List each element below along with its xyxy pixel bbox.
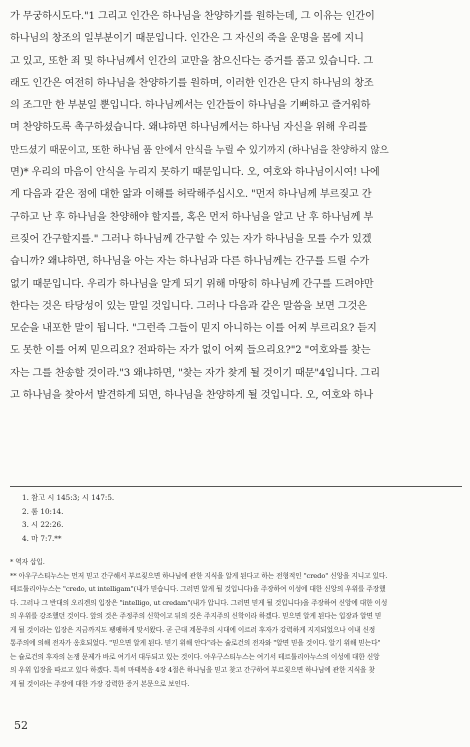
translator-note: 의 우위 입장을 따르고 있다 하겠다. 특히 마태복음 4장 4절은 하나님을 믿고 찾고 간구하여 부르짖으면 하나님에 관한 지식을 찾	[10, 666, 375, 674]
translator-note: ** 아우구스티누스는 먼저 믿고 간구해서 부르짖으면 하나님에 관한 지식을 알게 된다고 하는 전형적인 "credo" 신앙을 지니고 있다.	[10, 571, 388, 580]
translator-note: 의 우위를 강조했던 것이다. 앞의 것은 주정주의 신학이고 뒤의 것은 주지주의 신학이라 하겠다. 믿으면 알게 된다는 입장과 알면 믿	[10, 612, 382, 620]
body-line: 하나님의 창조의 일부분이기 때문입니다. 인간은 그 자신의 죽을 운명을 몸에 지니	[10, 33, 364, 45]
footnote-divider	[10, 486, 462, 487]
footnote: 1. 참고 시 145:3; 시 147:5.	[22, 493, 115, 502]
body-line: 습니까? 왜냐하면, 하나님을 아는 자는 하나님과 다른 하나님께는 간구를 드릴 수가	[10, 256, 370, 268]
translator-note: * 역자 삽입.	[10, 558, 45, 566]
translator-note: 다. 그러나 그 반대의 오리겐의 입장은 "intelligo, ut credam"(내가 압니다. 그러면 믿게 될 것입니다)을 주장하여 신앙에 대한 이성	[10, 598, 388, 607]
translator-note: 는 슐로건의 후자의 논쟁 문제가 바로 여기서 대두되고 있는 것이다. 아우구스티누스는 여기서 테르툴리아누스의 이성에 대한 신앙	[10, 652, 380, 661]
body-line: 구하고 난 후 하나님을 찬양해야 할지를, 혹은 먼저 하나님을 알고 난 후 하나님께 부	[10, 211, 374, 223]
body-line: 한다는 것은 타당성이 있는 말일 것입니다. 그러나 다음과 같은 말씀을 보면 그것은	[10, 300, 367, 312]
translator-note: 게 될 것이라는 주장에 대한 가장 강력한 증거 본문으로 보인다.	[10, 679, 190, 688]
body-line: 게 다음과 같은 점에 대한 앎과 이해를 허락해주십시오. "먼저 하나님께 부르짖고 간	[10, 189, 372, 201]
body-line: 고 있고, 또한 죄 및 하나님께서 인간의 교만을 참으신다는 증거를 품고 있습니다. 그	[10, 55, 374, 67]
body-line: 래도 인간은 여전히 하나님을 찬양하기를 원하며, 이러한 인간은 단지 하나님의 창조	[10, 77, 374, 89]
body-text	[10, 6, 462, 407]
body-line: 없기 때문입니다. 우리가 하나님을 알게 되기 위해 마땅히 하나님께 간구를 드려야만	[10, 278, 374, 290]
translator-note: 게 될 것이라는 입장은 지금까지도 팽팽하게 맞서왔다. 곧 근대 계몽주의 시대에 이르러 후자가 강력하게 지지되었으나 이내 신정	[10, 625, 376, 634]
footnote: 4. 마 7:7.**	[22, 533, 62, 543]
body-line: 도 못한 이를 어찌 믿으리요? 전파하는 자가 없이 어찌 들으리요?"2 "여호와를 찾는	[10, 345, 371, 357]
translator-note: 통주의에 의해 전자가 옹호되었다. "믿으면 알게 된다. 믿기 위해 안다"라는 슐로건의 전자와 "알면 믿을 것이다. 알기 위해 믿는다"	[10, 639, 381, 647]
translator-note: 테르툴리아누스는 "credo, ut intelligam"(내가 믿습니다. 그러면 알게 될 것입니다)을 주장하여 이성에 대한 신앙의 우위를 주장했	[10, 585, 386, 593]
footnotes	[22, 491, 462, 545]
body-line: 면)* 우리의 마음이 안식을 누리지 못하기 때문입니다. 오, 여호와 하나님이시여! 나에	[10, 167, 380, 179]
footnote: 3. 시 22:26.	[22, 520, 64, 530]
translator-notes	[10, 556, 465, 691]
body-line: 자는 그를 찬송할 것이라."3 왜냐하면, "찾는 자가 찾게 될 것이기 때문"4입니다. 그리	[10, 367, 380, 379]
body-line: 만드셨기 때문이고, 또한 하나님 품 안에서 안식을 누릴 수 있기까지 (하나님을 찬양하지 않으	[10, 144, 389, 156]
body-line: 르짖어 간구할지를." 그러나 하나님께 간구할 수 있는 자가 하나님을 모를 수가 있겠	[10, 233, 372, 245]
body-line: 며 찬양하도록 촉구하셨습니다. 왜냐하면 하나님께서는 하나님 자신을 위해 우리를	[10, 122, 368, 134]
body-line: 고 하나님을 찾아서 발견하게 되면, 하나님을 찬양하게 될 것입니다. 오, 여호와 하나	[10, 390, 374, 402]
body-line: 모순을 내포한 말이 됩니다. "그런즉 그들이 믿지 아니하는 이를 어찌 부르리요? 듣지	[10, 323, 377, 335]
body-line: 의 조그만 한 부분일 뿐입니다. 하나님께서는 인간들이 하나님을 기뻐하고 즐거워하	[10, 100, 371, 112]
body-line: 가 무궁하시도다."1 그리고 인간은 하나님을 찬양하기를 원하는데, 그 이유는 인간이	[10, 11, 375, 22]
footnote: 2. 롬 10:14.	[22, 506, 64, 516]
page-number: 52	[14, 719, 28, 732]
